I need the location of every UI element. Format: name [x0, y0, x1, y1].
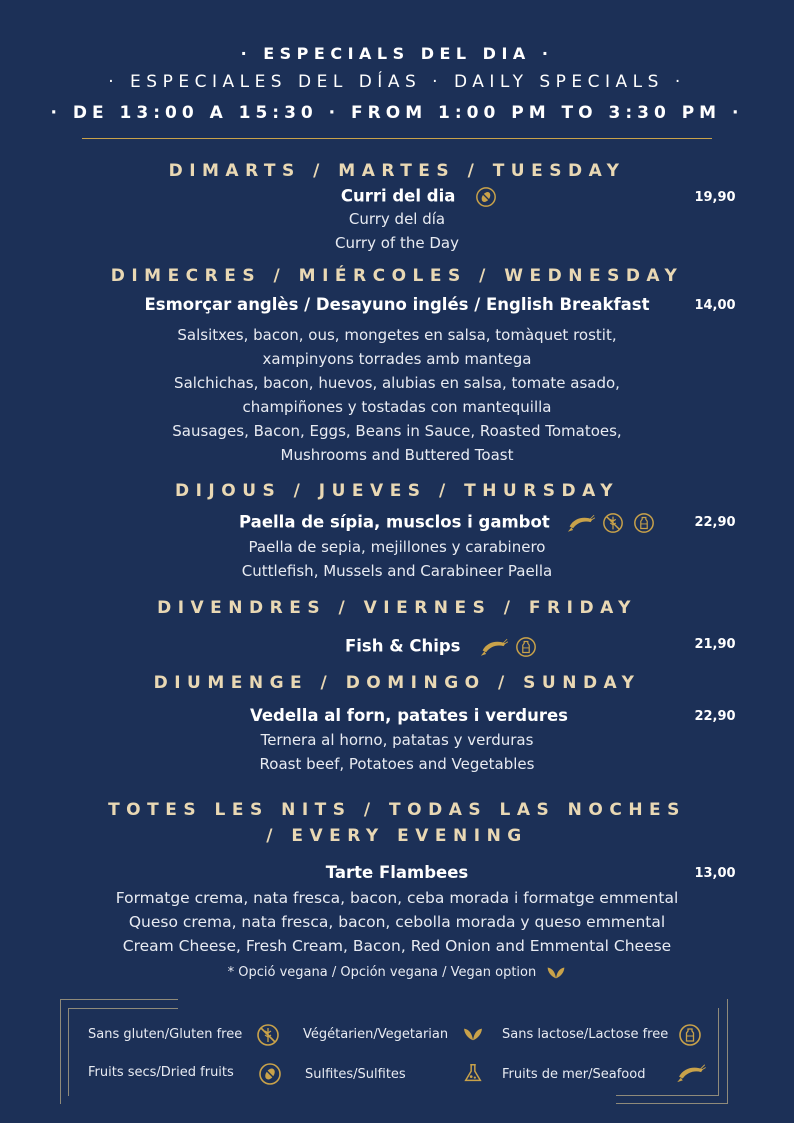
- legend-frame-right: [727, 999, 728, 1104]
- gluten-free-icon: [602, 512, 624, 534]
- seafood-icon: [676, 1062, 706, 1084]
- seafood-icon: [567, 512, 595, 534]
- dried-fruits-icon: [258, 1062, 282, 1086]
- header-line-3: · DE 13:00 A 15:30 · FROM 1:00 PM TO 3:30 PM ·: [50, 103, 744, 123]
- price-sunday: 22,90: [694, 709, 736, 724]
- legend-frame-bottom: [616, 1103, 728, 1104]
- dish-name-evening: [0, 863, 794, 882]
- gluten-free-icon: [256, 1023, 280, 1047]
- dish-name-sunday: [12, 706, 794, 725]
- legend-frame-bottom-inner: [616, 1095, 719, 1096]
- dish-name-text: Paella de sípia, musclos i gambot: [239, 512, 550, 532]
- price-tuesday: 19,90: [694, 190, 736, 205]
- header-line-2: · ESPECIALES DEL DÍAS · DAILY SPECIALS ·: [108, 72, 686, 92]
- dish-name-text: Vedella al forn, patates i verdures: [250, 706, 568, 725]
- header-line-1: · ESPECIALS DEL DIA ·: [240, 44, 554, 63]
- day-title-tuesday: DIMARTS / MARTES / TUESDAY: [168, 161, 626, 181]
- desc-line: Salchichas, bacon, huevos, alubias en salsa, tomate asado,: [174, 374, 620, 392]
- seafood-icon: [480, 636, 508, 658]
- legend-frame-left-inner: [68, 1008, 69, 1096]
- desc-line: Paella de sepia, mejillones y carabinero: [248, 538, 546, 556]
- vegan-note: [0, 965, 794, 980]
- vegetarian-leaf-icon: [462, 1026, 484, 1042]
- desc-line: Salsitxes, bacon, ous, mongetes en salsa, tomàquet rostit,: [177, 326, 617, 344]
- legend-frame-right-inner: [718, 1008, 719, 1096]
- legend-lactose-label: Sans lactose/Lactose free: [502, 1027, 669, 1042]
- lactose-free-icon: [633, 512, 655, 534]
- dish-name-text: Tarte Flambees: [325, 863, 469, 882]
- dish-name-text: Fish & Chips: [344, 636, 461, 656]
- desc-line: Roast beef, Potatoes and Vegetables: [259, 755, 535, 773]
- dish-name-text: Esmorçar anglès / Desayuno inglés / English Breakfast: [144, 295, 650, 314]
- desc-line: Curry del día: [348, 210, 446, 228]
- desc-line: Cream Cheese, Fresh Cream, Bacon, Red Onion and Emmental Cheese: [122, 937, 672, 955]
- lactose-free-icon: [515, 636, 537, 658]
- dried-fruits-icon: [475, 186, 497, 208]
- legend-frame-top: [60, 999, 178, 1000]
- day-title-friday: DIVENDRES / VIERNES / FRIDAY: [157, 598, 637, 618]
- desc-line: Ternera al horno, patatas y verduras: [260, 731, 534, 749]
- vegan-leaf-icon: [546, 965, 566, 980]
- desc-line: champiñones y tostadas con mantequilla: [242, 398, 552, 416]
- desc-line: Queso crema, nata fresca, bacon, cebolla morada y queso emmental: [128, 913, 666, 931]
- legend-gluten-label: Sans gluten/Gluten free: [88, 1027, 243, 1042]
- evening-title-2: / EVERY EVENING: [266, 826, 528, 846]
- desc-line: Curry of the Day: [335, 234, 459, 252]
- dish-name-tuesday: [22, 186, 794, 208]
- legend-seafood-label: Fruits de mer/Seafood: [502, 1067, 646, 1082]
- legend-sulfites-label: Sulfites/Sulfites: [305, 1067, 406, 1082]
- vegan-note-text: * Opció vegana / Opción vegana / Vegan option: [227, 965, 537, 980]
- desc-line: Mushrooms and Buttered Toast: [280, 446, 514, 464]
- desc-line: xampinyons torrades amb mantega: [262, 350, 532, 368]
- price-evening: 13,00: [694, 866, 736, 881]
- legend-nuts-label: Fruits secs/Dried fruits: [88, 1065, 234, 1080]
- lactose-free-icon: [678, 1023, 702, 1047]
- legend-frame-left: [60, 999, 61, 1104]
- evening-title-1: TOTES LES NITS / TODAS LAS NOCHES: [108, 800, 686, 820]
- legend-vegetarian-label: Végétarien/Vegetarian: [303, 1027, 449, 1042]
- header-divider: [82, 138, 712, 139]
- desc-line: Sausages, Bacon, Eggs, Beans in Sauce, Roasted Tomatoes,: [172, 422, 622, 440]
- price-thursday: 22,90: [694, 515, 736, 530]
- price-wednesday: 14,00: [694, 298, 736, 313]
- dish-name-text: Curri del dia: [340, 186, 456, 206]
- sulfites-icon: [462, 1062, 484, 1084]
- desc-line: Cuttlefish, Mussels and Carabineer Paella: [241, 562, 553, 580]
- legend-frame-top-inner: [68, 1008, 178, 1009]
- day-title-sunday: DIUMENGE / DOMINGO / SUNDAY: [153, 673, 641, 693]
- price-friday: 21,90: [694, 637, 736, 652]
- day-title-thursday: DIJOUS / JUEVES / THURSDAY: [174, 481, 620, 501]
- dish-name-wednesday: [0, 295, 794, 314]
- desc-line: Formatge crema, nata fresca, bacon, ceba morada i formatge emmental: [115, 889, 679, 907]
- day-title-wednesday: DIMECRES / MIÉRCOLES / WEDNESDAY: [110, 266, 684, 286]
